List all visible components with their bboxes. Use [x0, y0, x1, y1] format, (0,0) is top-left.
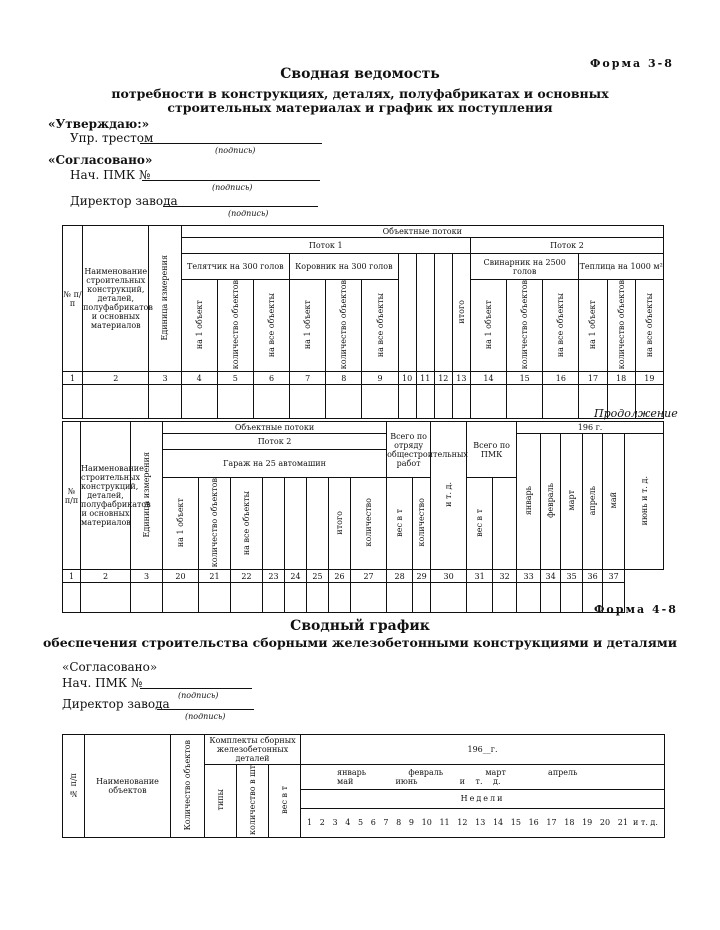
- week-number: 5: [357, 818, 364, 828]
- types-header: типы: [205, 765, 237, 838]
- per-object-header: на 1 объект: [163, 478, 199, 570]
- col-num-header: № п/п: [63, 226, 83, 372]
- week-number: 6: [370, 818, 376, 828]
- trust-manager-label: Упр. трестом: [70, 131, 154, 145]
- month-header: апрель: [583, 434, 603, 570]
- col-number: 8: [326, 372, 362, 385]
- month-label: и т. д.: [459, 777, 501, 787]
- week-numbers-row: [301, 808, 665, 837]
- col-number: 30: [431, 570, 467, 583]
- week-number: 7: [383, 818, 389, 828]
- month-label: апрель: [548, 768, 578, 778]
- month-header: январь: [517, 434, 541, 570]
- empty-header: [398, 254, 416, 372]
- col-number: 3: [149, 372, 181, 385]
- empty-header: [263, 478, 285, 570]
- count-header: количество: [413, 478, 431, 570]
- col-number: 23: [263, 570, 285, 583]
- col-number: 36: [583, 570, 603, 583]
- week-number: 17: [546, 818, 557, 828]
- col-number: 35: [561, 570, 583, 583]
- empty-header: [416, 254, 434, 372]
- object-count-header: количество объектов: [507, 280, 543, 372]
- count-pcs-header: количество в шт: [237, 765, 269, 838]
- year-header: 196 г.: [517, 422, 664, 434]
- col-number: 27: [351, 570, 387, 583]
- total-dept-header: Всего по отряду общестроительных работ: [387, 422, 431, 478]
- col-number: 31: [467, 570, 493, 583]
- total-header: итого: [452, 254, 470, 372]
- week-number: 19: [582, 818, 593, 828]
- col-name-header: Наименование строительных конструкций, деталей, полуфабрикатов и основных материалов: [83, 226, 149, 372]
- year-header: 196__г.: [301, 735, 665, 765]
- weight-header: вес в т: [269, 765, 301, 838]
- col-number: 21: [199, 570, 231, 583]
- all-objects-header: на все объекты: [362, 280, 398, 372]
- all-objects-header: на все объекты: [231, 478, 263, 570]
- week-number: 13: [475, 818, 486, 828]
- object-count-header: количество объектов: [326, 280, 362, 372]
- etc-header: и т. д.: [431, 422, 467, 570]
- count-header: количество: [351, 478, 387, 570]
- month-header: февраль: [541, 434, 561, 570]
- col-number: 10: [398, 372, 416, 385]
- col-number: 1: [63, 570, 81, 583]
- plant-director-label: Директор завода: [70, 194, 178, 208]
- col-name-header: Наименование объектов: [85, 735, 171, 838]
- signature-caption: (подпись): [228, 209, 269, 218]
- col-unit-header: Единица измерения: [149, 226, 181, 372]
- week-number: 18: [564, 818, 575, 828]
- weight-header: вес в т: [387, 478, 413, 570]
- garage-header: Гараж на 25 автомашин: [163, 450, 387, 478]
- week-number: 20: [599, 818, 611, 828]
- col-number: 14: [470, 372, 506, 385]
- col-number: 37: [603, 570, 625, 583]
- signature-caption: (подпись): [215, 146, 256, 155]
- pmk-head-label: Нач. ПМК №: [62, 676, 143, 690]
- month-label: январь: [337, 768, 367, 778]
- month-label: март: [485, 768, 506, 778]
- signature-caption: (подпись): [185, 712, 226, 721]
- week-number: 21: [617, 818, 628, 828]
- col-number: 22: [231, 570, 263, 583]
- object-count-header: количество объектов: [199, 478, 231, 570]
- per-object-header: на 1 объект: [181, 280, 217, 372]
- object-flows-header: Объектные потоки: [163, 422, 387, 434]
- greenhouse-header: Теплица на 1000 м²: [579, 254, 664, 280]
- week-number: 1: [307, 818, 313, 828]
- total-pmk-header: Всего по ПМК: [467, 422, 517, 478]
- form-3-8-subtitle-1: потребности в конструкциях, деталях, полуфабрикатах и основных: [111, 86, 609, 101]
- col-num-header: № п/п: [63, 735, 85, 838]
- col-number: 25: [307, 570, 329, 583]
- continuation-label: Продолжение: [594, 407, 678, 420]
- empty-header: [307, 478, 329, 570]
- signature-line: [140, 688, 252, 689]
- table-row: [63, 385, 664, 419]
- all-objects-header: на все объекты: [253, 280, 289, 372]
- agreed-label: «Согласовано»: [48, 153, 153, 167]
- week-number: 11: [439, 818, 450, 828]
- form-3-8-label: Форма 3-8: [590, 57, 674, 70]
- col-number: 1: [63, 372, 83, 385]
- table-2: [62, 421, 664, 613]
- month-label: февраль: [408, 768, 444, 778]
- calf-barn-header: Телятчик на 300 голов: [181, 254, 290, 280]
- signature-line: [140, 143, 322, 144]
- flow-2-header: Поток 2: [470, 238, 663, 254]
- col-number: 15: [507, 372, 543, 385]
- col-number: 32: [493, 570, 517, 583]
- object-count-header: количество объектов: [217, 280, 253, 372]
- week-number: 14: [492, 818, 504, 828]
- month-header: март: [561, 434, 583, 570]
- week-number: 8: [396, 818, 402, 828]
- weight-header: вес в т: [467, 478, 493, 570]
- col-number: 19: [635, 372, 663, 385]
- per-object-header: на 1 объект: [579, 280, 607, 372]
- signature-line: [142, 180, 320, 181]
- table-3: [62, 734, 665, 838]
- form-4-8-title: Сводный график: [290, 618, 430, 634]
- week-number: 15: [510, 818, 521, 828]
- object-count-header: количество объектов: [607, 280, 635, 372]
- per-object-header: на 1 объект: [470, 280, 506, 372]
- months-row: [301, 765, 665, 790]
- week-number: 16: [528, 818, 539, 828]
- col-name-header: Наименование строительных конструкций, деталей, полуфабрикатов и основных материалов: [81, 422, 131, 570]
- col-number: 20: [163, 570, 199, 583]
- flow-1-header: Поток 1: [181, 238, 470, 254]
- month-label: июнь: [395, 777, 418, 787]
- plant-director-label: Директор завода: [62, 697, 170, 711]
- col-number: 12: [434, 372, 452, 385]
- month-header: май: [603, 434, 625, 570]
- cow-barn-header: Коровник на 300 голов: [290, 254, 399, 280]
- week-number: 12: [457, 818, 468, 828]
- col-number: 24: [285, 570, 307, 583]
- form-4-8-subtitle: обеспечения строительства сборными железобетонными конструкциями и деталями: [43, 635, 677, 650]
- month-label: май: [337, 777, 354, 787]
- signature-line: [163, 206, 318, 207]
- col-number: 28: [387, 570, 413, 583]
- object-flows-header: Объектные потоки: [181, 226, 663, 238]
- col-unit-header: Единица измерения: [131, 422, 163, 570]
- kits-header: Комплекты сборных железобетонных деталей: [205, 735, 301, 765]
- col-number: 16: [543, 372, 579, 385]
- week-number: 9: [408, 818, 414, 828]
- col-number: 33: [517, 570, 541, 583]
- col-number: 13: [452, 372, 470, 385]
- empty-header: [434, 254, 452, 372]
- week-number: 4: [345, 818, 351, 828]
- col-number: 7: [290, 372, 326, 385]
- form-4-8-label: Форма 4-8: [594, 603, 678, 616]
- col-number: 34: [541, 570, 561, 583]
- col-number: 4: [181, 372, 217, 385]
- week-number: и т. д.: [633, 818, 658, 828]
- col-number: 5: [217, 372, 253, 385]
- col-qty-header: Количество объектов: [171, 735, 205, 838]
- week-number: 2: [319, 818, 325, 828]
- weeks-header: Недели: [301, 790, 665, 809]
- pmk-head-label: Нач. ПМК №: [70, 168, 151, 182]
- col-number: 2: [81, 570, 131, 583]
- pig-barn-header: Свинарник на 2500 голов: [470, 254, 579, 280]
- form-3-8-subtitle-2: строительных материалах и график их поступления: [167, 100, 553, 115]
- col-number: 26: [329, 570, 351, 583]
- col-number: 9: [362, 372, 398, 385]
- month-header: июнь и т. д.: [625, 434, 664, 570]
- signature-caption: (подпись): [212, 183, 253, 192]
- signature-line: [157, 709, 254, 710]
- all-objects-header: на все объекты: [635, 280, 663, 372]
- signature-caption: (подпись): [178, 691, 219, 700]
- table-1: [62, 225, 664, 419]
- col-number: 11: [416, 372, 434, 385]
- col-num-header: № п/п: [63, 422, 81, 570]
- flow-2-header: Поток 2: [163, 434, 387, 450]
- week-number: 3: [332, 818, 338, 828]
- col-number: 2: [83, 372, 149, 385]
- empty-header: [285, 478, 307, 570]
- form-3-8-title: Сводная ведомость: [280, 66, 440, 82]
- table-row: [63, 583, 664, 613]
- week-number: 10: [421, 818, 432, 828]
- col-number: 3: [131, 570, 163, 583]
- col-number: 6: [253, 372, 289, 385]
- approve-label: «Утверждаю:»: [48, 117, 150, 131]
- per-object-header: на 1 объект: [290, 280, 326, 372]
- agreed-label: «Согласовано»: [62, 660, 158, 674]
- col-number: 17: [579, 372, 607, 385]
- total-header: итого: [329, 478, 351, 570]
- all-objects-header: на все объекты: [543, 280, 579, 372]
- col-number: 18: [607, 372, 635, 385]
- col-number: 29: [413, 570, 431, 583]
